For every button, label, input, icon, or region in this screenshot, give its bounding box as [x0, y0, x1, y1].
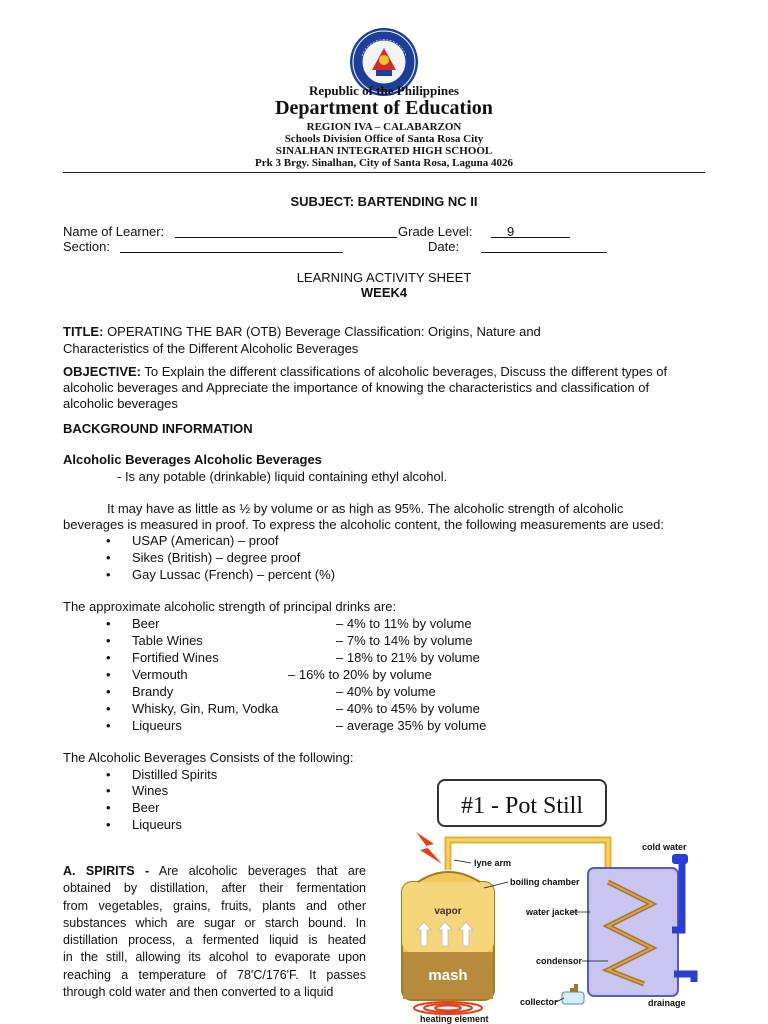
sheet-title: LEARNING ACTIVITY SHEET — [296, 270, 472, 285]
diagram-title: #1 - Pot Still — [460, 793, 584, 819]
mash-label: mash — [428, 967, 468, 984]
objective-line-3: alcoholic beverages — [63, 396, 178, 411]
header-divider — [63, 172, 705, 173]
collector-label: collector — [520, 997, 558, 1007]
condensor-label: condensor — [536, 956, 583, 966]
lyne-arm-arrow — [416, 832, 442, 864]
consists-intro: The Alcoholic Beverages Consists of the following: — [63, 750, 354, 765]
objective-line-1: OBJECTIVE: To Explain the different classifications of alcoholic beverages, Discuss the different types of — [63, 364, 668, 379]
alcoholic-para-2: beverages is measured in proof. To express the alcoholic content, the following measurements are used: — [63, 517, 664, 532]
grade-value: 9 — [507, 224, 515, 239]
school-address: Prk 3 Brgy. Sinalhan, City of Santa Rosa, Laguna 4026 — [255, 157, 513, 169]
date-field[interactable] — [481, 252, 607, 253]
subject-line: SUBJECT: BARTENDING NC II — [290, 194, 478, 209]
heating-element-label: heating element — [420, 1014, 489, 1024]
boiling-chamber-label: boiling chamber — [510, 877, 580, 887]
republic-line: Republic of the Philippines — [309, 83, 459, 98]
department-name: Department of Education — [275, 97, 493, 119]
water-jacket — [588, 868, 678, 996]
spirits-paragraph: A. SPIRITS - Are alcoholic beverages that are obtained by distillation, after their fermentation from vegetables, grains, fruits, plants and other substances which are sugar or starch bound. In distillation process, a fermented liquid is heated in the still, allowing its alcohol to evaporate upon reaching a temperature of 78'C/176'F. It passes through cold water and then converted to a liquid — [63, 864, 366, 1000]
drainage-label: drainage — [648, 998, 686, 1008]
spirits-label: A. SPIRITS - — [63, 864, 150, 878]
grade-field[interactable] — [491, 237, 570, 238]
name-label: Name of Learner: — [63, 224, 165, 239]
water-jacket-label: water jacket — [526, 907, 578, 917]
objective-label: OBJECTIVE: — [63, 364, 142, 379]
name-field[interactable] — [175, 237, 397, 238]
title-label: TITLE: — [63, 324, 104, 339]
date-label: Date: — [428, 239, 460, 254]
collector-cup — [562, 992, 584, 1004]
title-line-1: TITLE: OPERATING THE BAR (OTB) Beverage Classification: Origins, Nature and — [63, 324, 541, 339]
vapor-label: vapor — [434, 906, 462, 917]
alcoholic-heading: Alcoholic Beverages Alcoholic Beverages — [63, 452, 322, 467]
pot-still-diagram — [376, 770, 706, 1024]
strength-intro: The approximate alcoholic strength of principal drinks are: — [63, 599, 397, 614]
alcoholic-definition: - Is any potable (drinkable) liquid containing ethyl alcohol. — [117, 469, 448, 484]
region-line: REGION IVA – CALABARZON — [306, 121, 462, 133]
school-name: SINALHAN INTEGRATED HIGH SCHOOL — [275, 145, 493, 157]
title-line-2: Characteristics of the Different Alcoholic Beverages — [63, 341, 359, 356]
section-field[interactable] — [120, 252, 343, 253]
background-heading: BACKGROUND INFORMATION — [63, 421, 253, 436]
cold-water-label: cold water — [642, 842, 687, 852]
objective-line-2: alcoholic beverages and Appreciate the importance of knowing the characteristics and classification of — [63, 380, 650, 395]
division-line: Schools Division Office of Santa Rosa City — [284, 133, 484, 145]
section-label: Section: — [63, 239, 110, 254]
week-label: WEEK4 — [360, 285, 408, 300]
grade-label: Grade Level: — [398, 224, 473, 239]
lyne-arm-label: lyne arm — [474, 858, 512, 868]
alcoholic-para-1: It may have as little as ½ by volume or as high as 95%. The alcoholic strength of alcoholic — [107, 501, 624, 516]
